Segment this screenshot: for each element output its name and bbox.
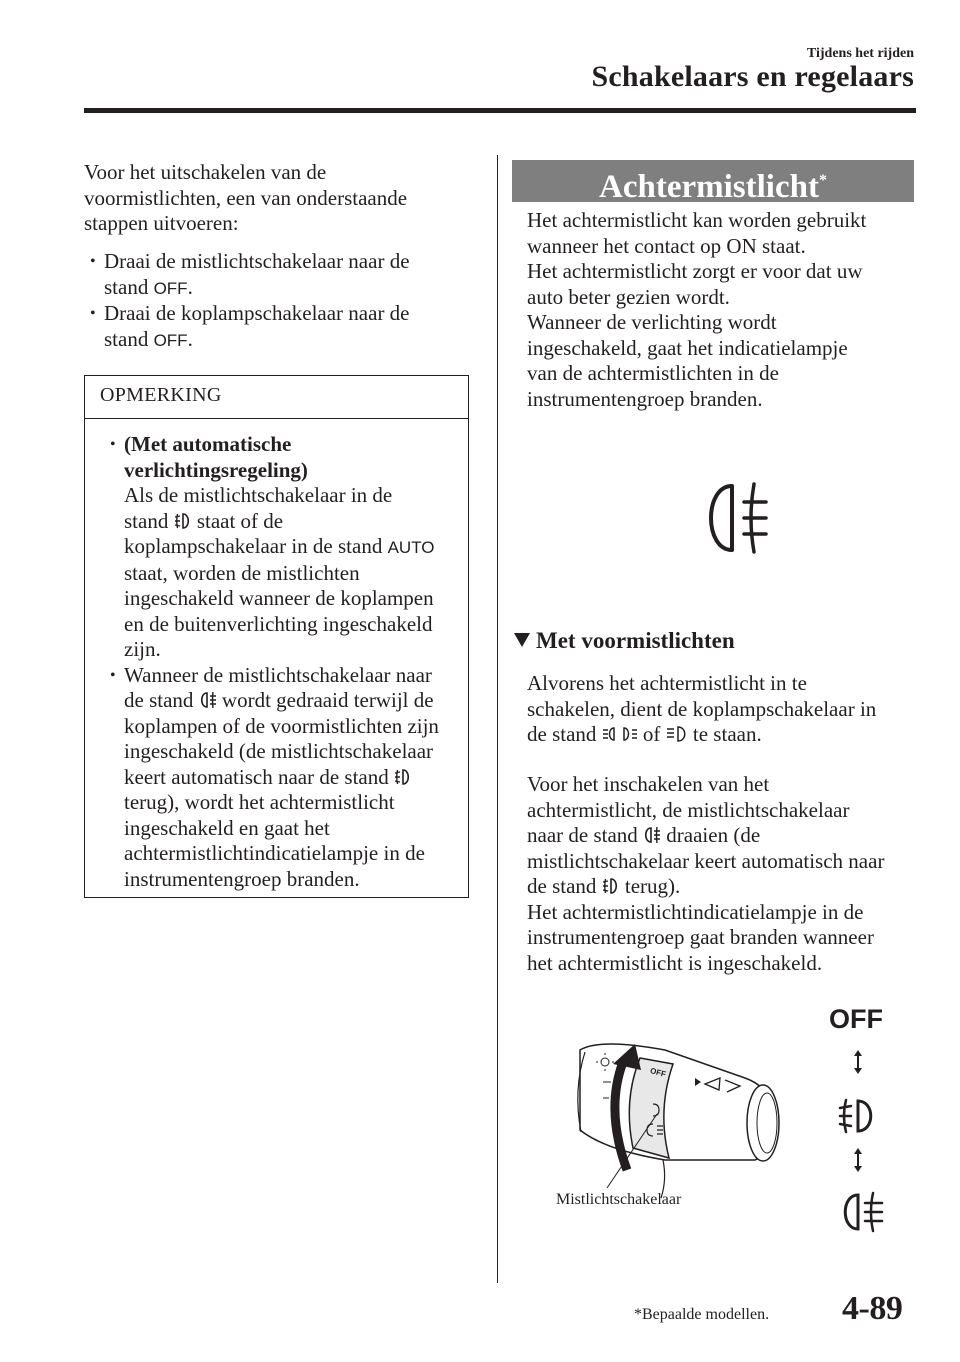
header-rule — [84, 108, 916, 113]
prerequisite-paragraph: Alvorens het achtermistlicht in te schakelen, dient de koplampschakelaar in de stand of te staan. — [527, 671, 877, 746]
rear-fog-light-icon — [199, 690, 217, 710]
page-number: 4-89 — [842, 1290, 903, 1327]
front-fog-light-icon — [602, 876, 620, 896]
double-arrow-icon — [852, 1148, 864, 1172]
rear-fog-light-icon — [643, 825, 661, 845]
list-item: • (Met automatische verlichtingsregeling) Als de mistlichtschakelaar in de stand staat of de koplampschakelaar in de stand AUTO staat, worden de mistlichten ingeschakeld wanneer de koplampen en de buitenverlichting ingeschakeld zijn. — [106, 432, 466, 663]
figure-callout-label: Mistlichtschakelaar — [556, 1191, 682, 1208]
figure-off-label: OFF — [829, 1004, 883, 1034]
subsection-heading: Met voormistlichten — [514, 628, 735, 654]
rear-fog-intro-paragraph: Het achtermistlicht kan worden gebruikt wanneer het contact op ON staat. Het achtermistlicht zorgt er voor dat uw auto beter gezien wordt. Wanneer de verlichting wordt ingeschakeld, gaat het indicatielampje van de achtermistlichten in de instrumentengroep branden. — [527, 208, 867, 411]
off-steps-list — [86, 249, 486, 353]
front-fog-light-icon — [174, 511, 192, 531]
front-fog-light-icon — [838, 1096, 878, 1136]
list-item: • Draai de koplampschakelaar naar de stand OFF. — [86, 301, 486, 353]
intro-paragraph: Voor het uitschakelen van de voormistlichten, een van onderstaande stappen uitvoeren: — [84, 160, 408, 235]
fog-switch-illustration — [545, 1020, 795, 1200]
rear-fog-indicator-icon — [700, 478, 772, 558]
stalk-off-label: OFF — [649, 1066, 667, 1079]
double-arrow-icon — [852, 1050, 864, 1074]
off-label: OFF — [153, 330, 188, 350]
chapter-title: Tijdens het rijden — [806, 46, 914, 61]
triangle-marker-icon — [514, 633, 530, 647]
list-item: • Wanneer de mistlichtschakelaar naar de stand wordt gedraaid terwijl de koplampen of de voormistlichten zijn ingeschakeld (de mistlichtschakelaar keert automatisch naar de stand terug), wordt het achtermistlicht ingeschakeld en gaat het achtermistlichtindicatielampje in de instrumentengroep branden. — [106, 663, 466, 893]
rear-fog-light-icon — [838, 1190, 884, 1234]
headlight-icon — [666, 724, 688, 744]
note-body — [106, 432, 466, 892]
column-divider — [497, 155, 498, 1283]
footnote: *Bepaalde modellen. — [634, 1306, 770, 1323]
auto-label: AUTO — [387, 538, 435, 557]
note-title: OPMERKING — [100, 384, 222, 406]
section-title: Schakelaars en regelaars — [591, 60, 914, 93]
front-fog-light-icon — [394, 767, 412, 787]
section-banner: Achtermistlicht* — [512, 160, 914, 202]
parking-lights-icon — [602, 724, 638, 744]
note-title-rule — [84, 418, 469, 419]
list-item: • Draai de mistlichtschakelaar naar de stand OFF. — [86, 249, 486, 301]
activation-paragraph: Voor het inschakelen van het achtermistlicht, de mistlichtschakelaar naar de stand draaien (de mistlichtschakelaar keert automatisch naar de stand terug). Het achtermistlichtindicatielampje in de instrumentengroep gaat branden wanneer het achtermistlicht is ingeschakeld. — [527, 772, 885, 975]
off-label: OFF — [153, 278, 188, 298]
